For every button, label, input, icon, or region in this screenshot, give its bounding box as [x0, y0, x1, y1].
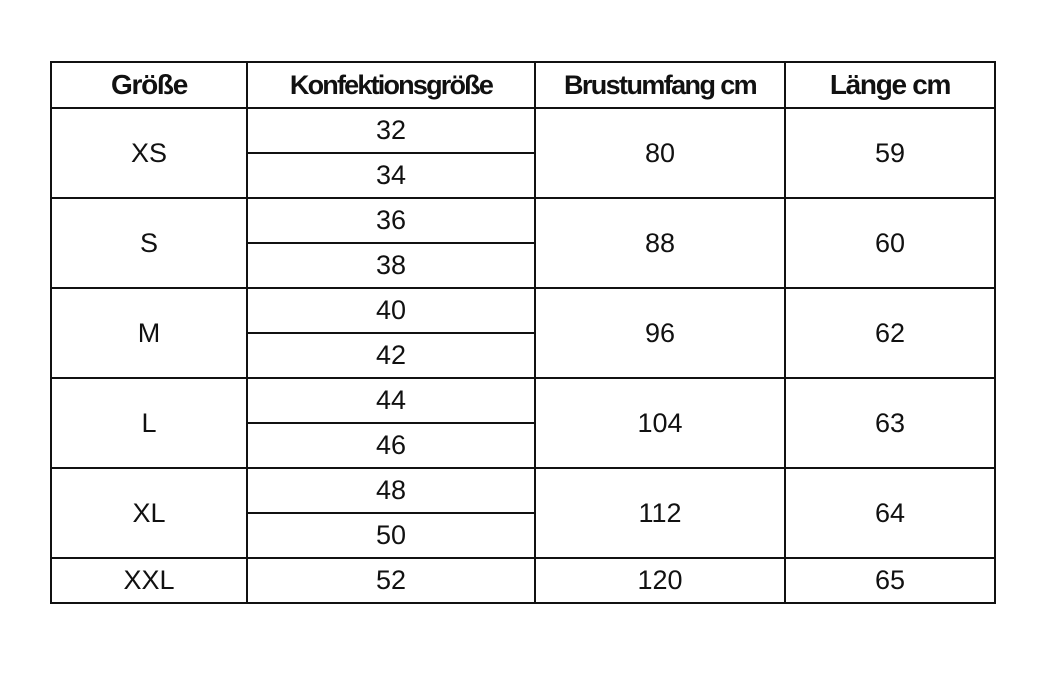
header-groesse: Größe [51, 62, 247, 108]
header-brustumfang: Brustumfang cm [535, 62, 785, 108]
laenge-cell: 60 [785, 198, 995, 288]
laenge-cell: 64 [785, 468, 995, 558]
header-laenge: Länge cm [785, 62, 995, 108]
brustumfang-cell: 88 [535, 198, 785, 288]
table-row [51, 198, 995, 243]
laenge-cell: 63 [785, 378, 995, 468]
laenge-cell: 65 [785, 558, 995, 603]
laenge-cell: 62 [785, 288, 995, 378]
brustumfang-cell: 104 [535, 378, 785, 468]
table-header-row [51, 62, 995, 108]
size-cell: XS [51, 108, 247, 198]
konfektion-cell: 46 [247, 423, 535, 468]
konfektion-cell: 32 [247, 108, 535, 153]
size-cell: L [51, 378, 247, 468]
size-cell: S [51, 198, 247, 288]
table-row [51, 108, 995, 153]
konfektion-cell: 36 [247, 198, 535, 243]
table-row [51, 558, 995, 603]
konfektion-cell: 38 [247, 243, 535, 288]
konfektion-cell: 50 [247, 513, 535, 558]
table-row [51, 468, 995, 513]
laenge-cell: 59 [785, 108, 995, 198]
header-konfektionsgroesse: Konfektionsgröße [247, 62, 535, 108]
size-chart-table [50, 61, 996, 604]
konfektion-cell: 34 [247, 153, 535, 198]
size-cell: XXL [51, 558, 247, 603]
konfektion-cell: 44 [247, 378, 535, 423]
brustumfang-cell: 112 [535, 468, 785, 558]
konfektion-cell: 42 [247, 333, 535, 378]
konfektion-cell: 48 [247, 468, 535, 513]
table-row [51, 378, 995, 423]
brustumfang-cell: 120 [535, 558, 785, 603]
konfektion-cell: 52 [247, 558, 535, 603]
table-row [51, 288, 995, 333]
brustumfang-cell: 80 [535, 108, 785, 198]
size-cell: M [51, 288, 247, 378]
konfektion-cell: 40 [247, 288, 535, 333]
brustumfang-cell: 96 [535, 288, 785, 378]
size-cell: XL [51, 468, 247, 558]
